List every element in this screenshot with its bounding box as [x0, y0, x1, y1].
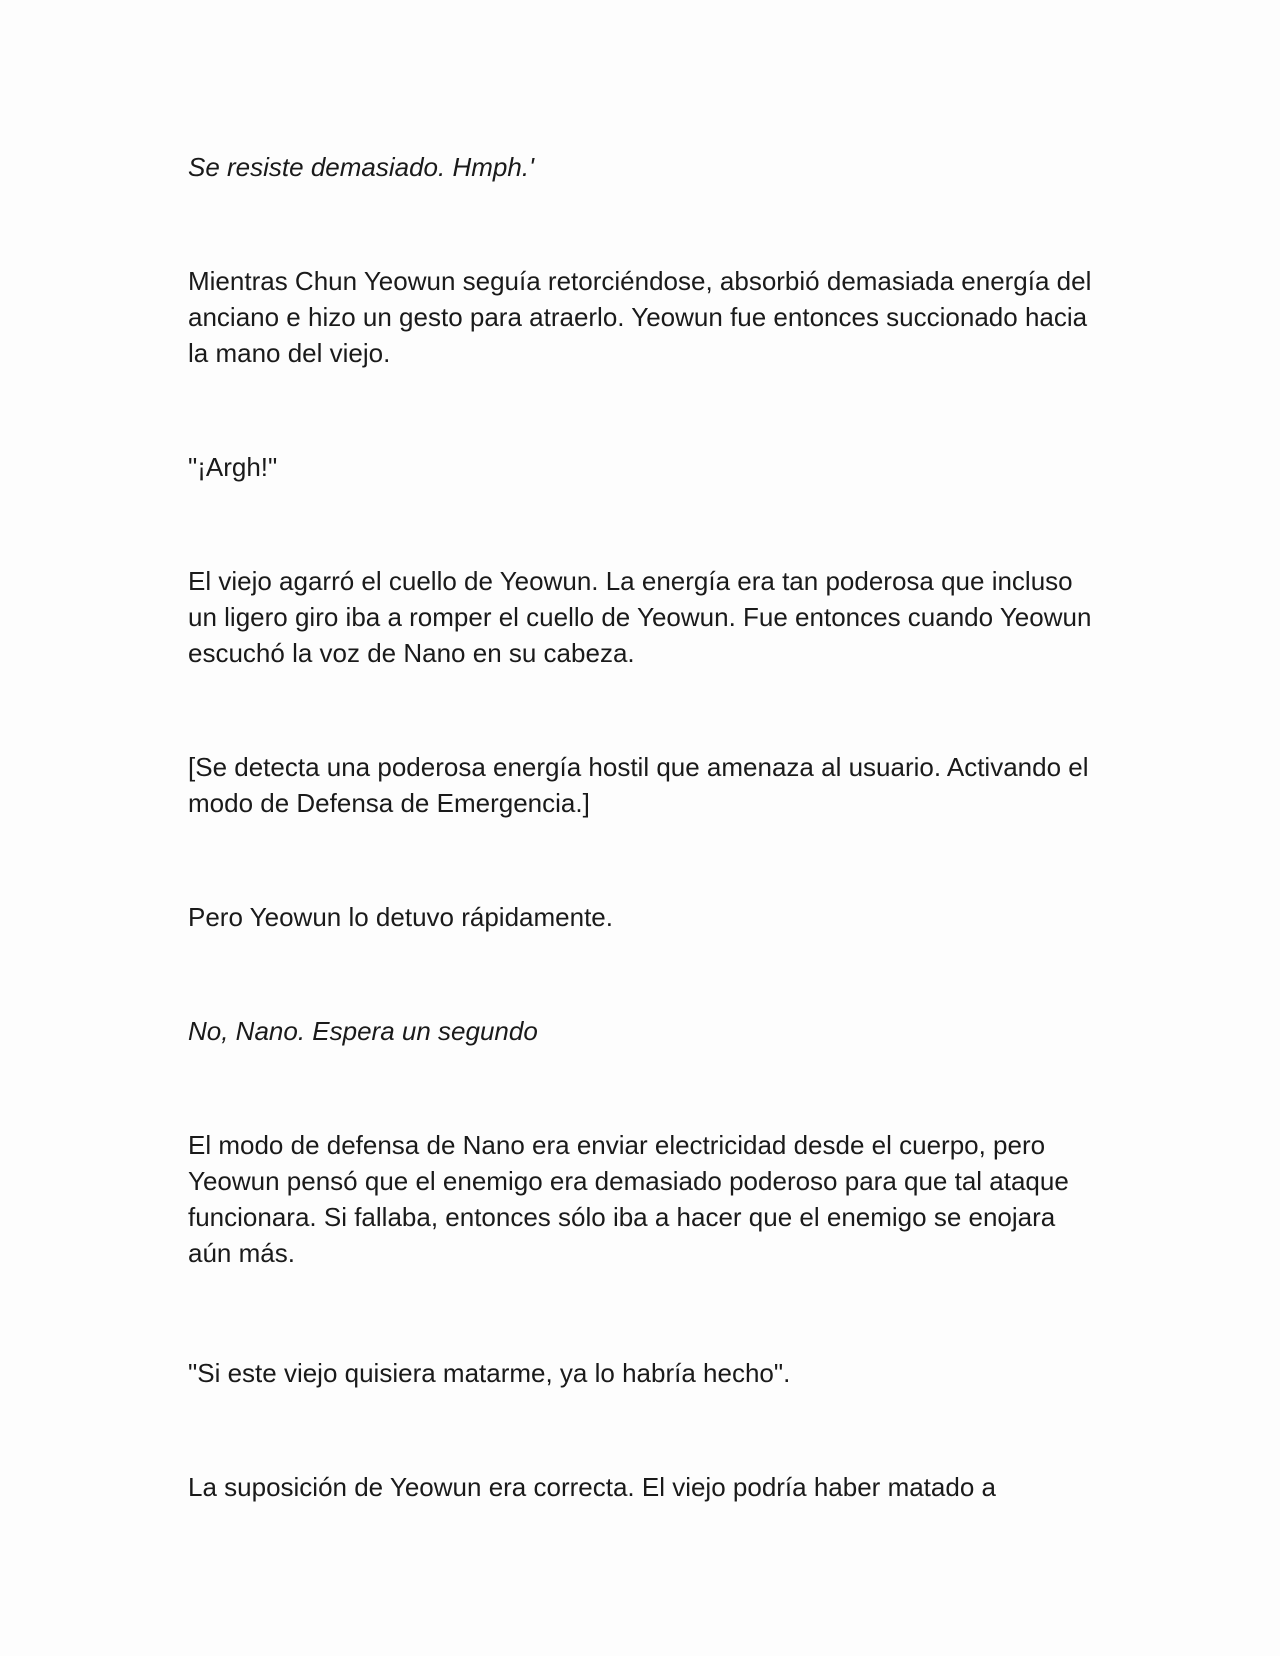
paragraph-narration: La suposición de Yeowun era correcta. El viejo podría haber matado a — [188, 1472, 996, 1502]
paragraph-narration: Pero Yeowun lo detuvo rápidamente. — [188, 902, 613, 932]
paragraph-thought: No, Nano. Espera un segundo — [188, 1016, 538, 1046]
paragraph-narration: El modo de defensa de Nano era enviar electricidad desde el cuerpo, pero Yeowun pensó que el enemigo era demasiado poderoso para que tal ataque funcionara. Si fallaba, entonces sólo iba a hacer que el enemigo se enojara aún más. — [188, 1130, 1069, 1268]
paragraph-thought: Se resiste demasiado. Hmph.' — [188, 152, 535, 182]
paragraph-dialogue: "Si este viejo quisiera matarme, ya lo habría hecho". — [188, 1358, 791, 1388]
paragraph-system-message: [Se detecta una poderosa energía hostil que amenaza al usuario. Activando el modo de Defensa de Emergencia.] — [188, 752, 1089, 818]
paragraph-narration: Mientras Chun Yeowun seguía retorciéndose, absorbió demasiada energía del anciano e hizo un gesto para atraerlo. Yeowun fue entonces succionado hacia la mano del viejo. — [188, 266, 1092, 368]
paragraph-narration: El viejo agarró el cuello de Yeowun. La energía era tan poderosa que incluso un ligero giro iba a romper el cuello de Yeowun. Fue entonces cuando Yeowun escuchó la voz de Nano en su cabeza. — [188, 566, 1092, 668]
paragraph-dialogue: "¡Argh!" — [188, 452, 278, 482]
